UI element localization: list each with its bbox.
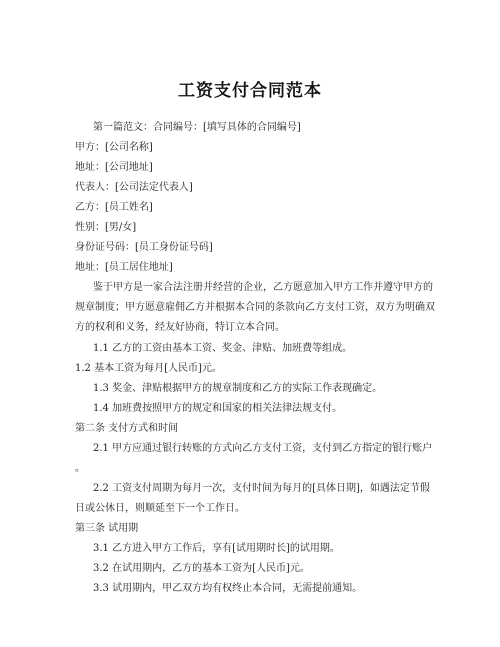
preamble-line: 方的权利和义务，经友好协商，特订立本合同。 [75, 322, 285, 333]
clause-1-4: 1.4 加班费按照甲方的规定和国家的相关法律法规支付。 [93, 403, 343, 414]
clause-1-2: 1.2 基本工资为每月[人民币]元。 [75, 363, 222, 374]
party-b-name: 乙方：[员工姓名] [75, 202, 153, 213]
document-title: 工资支付合同范本 [178, 81, 322, 101]
clause-3-2: 3.2 在试用期内，乙方的基本工资为[人民币]元。 [93, 563, 310, 574]
preamble-line: 规章制度；甲方愿意雇佣乙方并根据本合同的条款向乙方支付工资，双方为明确双 [75, 302, 435, 313]
clause-2-1: 2.1 甲方应通过银行转账的方式向乙方支付工资，支付到乙方指定的银行账户 [93, 443, 433, 454]
party-a-representative: 代表人：[公司法定代表人] [75, 182, 193, 193]
article-2-heading: 第二条 支付方式和时间 [75, 423, 179, 434]
clause-1-3: 1.3 奖金、津贴根据甲方的规章制度和乙方的实际工作表现确定。 [93, 383, 383, 394]
clause-2-2: 2.2 工资支付周期为每月一次，支付时间为每月的[具体日期]，如遇法定节假 [93, 483, 430, 494]
preamble-line: 鉴于甲方是一家合法注册并经营的企业，乙方愿意加入甲方工作并遵守甲方的 [93, 282, 433, 293]
party-a-address: 地址：[公司地址] [75, 162, 153, 173]
clause-2-2-continued: 日或公休日，则顺延至下一个工作日。 [75, 503, 245, 514]
first-paragraph-heading: 第一篇范文：合同编号：[填写具体的合同编号] [93, 122, 301, 133]
clause-1-1: 1.1 乙方的工资由基本工资、奖金、津贴、加班费等组成。 [93, 343, 353, 354]
clause-2-1-continued: 。 [75, 463, 85, 474]
party-a-name: 甲方：[公司名称] [75, 142, 153, 153]
party-b-address: 地址：[员工居住地址] [75, 262, 173, 273]
party-b-gender: 性别：[男/女] [75, 222, 137, 233]
clause-3-1: 3.1 乙方进入甲方工作后，享有[试用期时长]的试用期。 [93, 543, 340, 554]
party-b-id-number: 身份证号码：[员工身份证号码] [75, 242, 213, 253]
article-3-heading: 第三条 试用期 [75, 523, 139, 534]
clause-3-3: 3.3 试用期内，甲乙双方均有权终止本合同，无需提前通知。 [93, 583, 363, 594]
